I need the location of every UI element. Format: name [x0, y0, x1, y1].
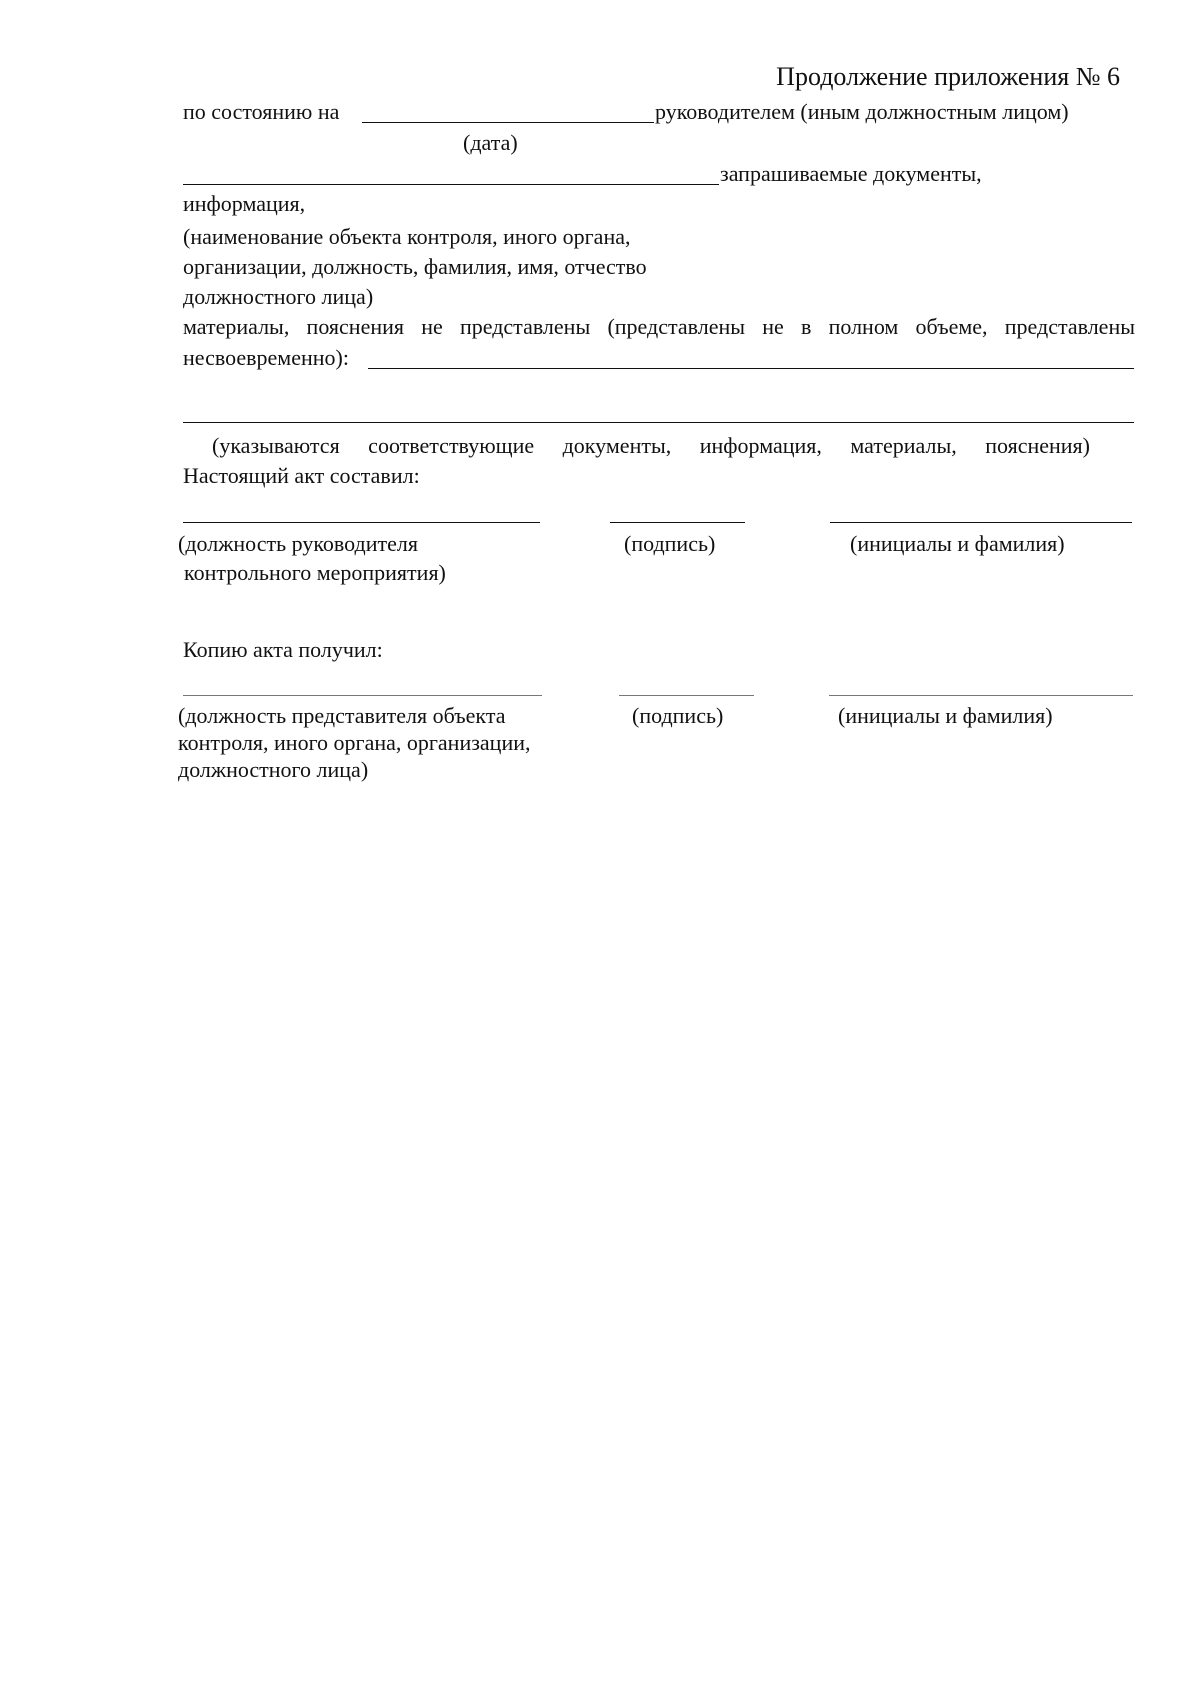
compiler-signature-line[interactable]	[610, 522, 745, 523]
recipient-position-line[interactable]	[183, 695, 542, 696]
not-submitted-line-2: несвоевременно):	[183, 345, 349, 370]
documents-caption: (указываются соответствующие документы, информация, материалы, пояснения)	[212, 433, 1090, 458]
recipient-name-caption: (инициалы и фамилия)	[838, 703, 1053, 728]
recipient-position-caption-3: должностного лица)	[178, 757, 369, 782]
compiler-position-caption-1: (должность руководителя	[178, 531, 418, 556]
documents-blank-line[interactable]	[183, 422, 1134, 423]
recipient-signature-caption: (подпись)	[632, 703, 724, 728]
date-caption: (дата)	[463, 130, 518, 155]
recipient-heading: Копию акта получил:	[183, 637, 383, 662]
recipient-position-caption-1: (должность представителя объекта	[178, 703, 506, 728]
compiler-signature-caption: (подпись)	[624, 531, 716, 556]
requested-suffix: запрашиваемые документы,	[720, 161, 982, 186]
recipient-signature-line[interactable]	[619, 695, 754, 696]
compiler-position-caption-2: контрольного мероприятия)	[184, 560, 446, 585]
recipient-name-line[interactable]	[829, 695, 1133, 696]
compiler-name-line[interactable]	[830, 522, 1132, 523]
information-word: информация,	[183, 191, 306, 216]
compiler-name-caption: (инициалы и фамилия)	[850, 531, 1065, 556]
compiler-heading: Настоящий акт составил:	[183, 463, 420, 488]
recipient-position-caption-2: контроля, иного органа, организации,	[178, 730, 531, 755]
date-blank-line[interactable]	[362, 122, 654, 123]
not-submitted-blank-line[interactable]	[368, 368, 1134, 369]
continuation-header: Продолжение приложения № 6	[776, 62, 1120, 91]
recipient-blank-line[interactable]	[183, 184, 719, 185]
compiler-position-line[interactable]	[183, 522, 540, 523]
as-of-prefix: по состоянию на	[183, 99, 340, 124]
object-caption-line-3: должностного лица)	[183, 284, 374, 309]
object-caption-line-2: организации, должность, фамилия, имя, отчество	[183, 254, 647, 279]
not-submitted-line-1: материалы, пояснения не представлены (представлены не в полном объеме, представлены	[183, 314, 1135, 339]
as-of-suffix: руководителем (иным должностным лицом)	[655, 99, 1069, 124]
object-caption-line-1: (наименование объекта контроля, иного органа,	[183, 224, 631, 249]
